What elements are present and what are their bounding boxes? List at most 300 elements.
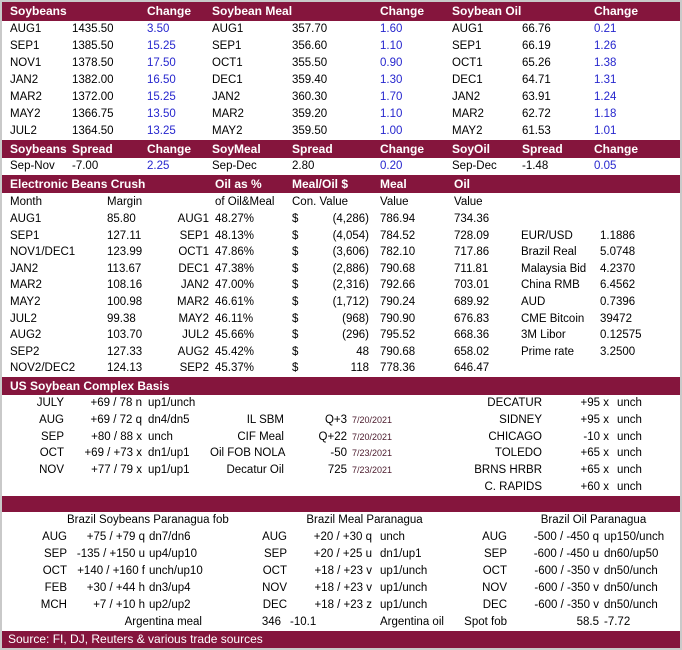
oil-pct-value: 45.37% bbox=[215, 362, 255, 375]
basis-location: C. RAPIDS bbox=[484, 480, 542, 493]
spreads-row bbox=[2, 158, 680, 175]
crush-month: NOV2/DEC2 bbox=[10, 362, 76, 375]
crush-sub-meal-value: Value bbox=[380, 196, 409, 208]
crush-header-oil-pct: Oil as % bbox=[215, 177, 262, 191]
brazil-oil-value: -600 / -350 v bbox=[534, 598, 599, 611]
basis-mid-date: 7/23/2021 bbox=[352, 448, 393, 459]
crush-header-meal: Meal bbox=[380, 177, 407, 191]
brazil-row bbox=[2, 563, 680, 580]
basis-mid-label: IL SBM bbox=[246, 413, 284, 426]
crush-margin: 127.33 bbox=[107, 345, 143, 358]
brazil-beans-title: Brazil Soybeans Paranagua fob bbox=[67, 513, 229, 526]
fx-value: 6.4562 bbox=[600, 279, 636, 292]
oil-pct-month: DEC1 bbox=[178, 262, 209, 275]
argentina-meal-change: -10.1 bbox=[290, 615, 317, 628]
oil-price: 65.26 bbox=[522, 57, 551, 69]
brazil-meal-value: +18 / +23 z bbox=[314, 598, 372, 611]
oil-pct-value: 46.61% bbox=[215, 295, 255, 308]
brazil-beans-change: up2/up2 bbox=[149, 598, 191, 611]
brazil-meal-value: +18 / +23 v bbox=[314, 564, 372, 577]
brazil-beans-month: AUG bbox=[42, 530, 67, 543]
section-separator-bar bbox=[2, 496, 680, 512]
brazil-beans-value: +7 / +10 h bbox=[93, 598, 145, 611]
brazil-oil-value: -600 / -350 v bbox=[534, 564, 599, 577]
dollar-sign: $ bbox=[292, 229, 299, 242]
basis-mid-value: -50 bbox=[330, 447, 347, 460]
futures-header-row bbox=[2, 2, 680, 21]
basis-location: BRNS HRBR bbox=[474, 464, 542, 477]
basis-location: TOLEDO bbox=[494, 447, 542, 460]
futures-row bbox=[2, 55, 680, 72]
meal-value: 784.52 bbox=[380, 229, 416, 242]
soybeans-price: 1372.00 bbox=[72, 91, 114, 103]
spread-header-soymeal: SoyMeal bbox=[212, 142, 261, 156]
oil-pct-value: 45.66% bbox=[215, 329, 255, 342]
crush-month: JUL2 bbox=[10, 312, 37, 325]
brazil-meal-month: SEP bbox=[263, 547, 287, 560]
meal-month: SEP1 bbox=[212, 40, 242, 52]
basis-location-change: unch bbox=[617, 480, 642, 493]
fx-value: 0.12575 bbox=[600, 329, 642, 342]
soybeans-price: 1366.75 bbox=[72, 108, 114, 120]
con-value: (3,606) bbox=[332, 246, 369, 259]
fx-label: EUR/USD bbox=[521, 229, 573, 242]
meal-change: 1.70 bbox=[380, 91, 403, 103]
oil-month: JAN2 bbox=[452, 91, 481, 103]
con-value: (2,886) bbox=[332, 262, 369, 275]
soybeans-price: 1385.50 bbox=[72, 40, 114, 52]
crush-row bbox=[2, 360, 680, 377]
brazil-meal-title: Brazil Meal Paranagua bbox=[306, 513, 423, 526]
brazil-meal-change: unch bbox=[380, 530, 405, 543]
soybeans-change: 17.50 bbox=[147, 57, 176, 69]
crush-title: Electronic Beans Crush bbox=[10, 177, 146, 191]
oil-price: 66.19 bbox=[522, 40, 551, 52]
soyoil-spread-value: -1.48 bbox=[522, 160, 549, 172]
futures-row bbox=[2, 106, 680, 123]
crush-row bbox=[2, 327, 680, 344]
soybeans-month: MAR2 bbox=[10, 91, 42, 103]
basis-mid-value: Q+3 bbox=[324, 413, 347, 426]
oil-pct-month: SEP2 bbox=[179, 362, 209, 375]
brazil-meal-month: DEC bbox=[262, 598, 287, 611]
meal-value: 782.10 bbox=[380, 246, 416, 259]
basis-mid-date: 7/20/2021 bbox=[352, 431, 393, 442]
basis-row bbox=[2, 395, 680, 412]
futures-row bbox=[2, 38, 680, 55]
crush-month: SEP1 bbox=[10, 229, 40, 242]
brazil-meal-change: up1/unch bbox=[380, 564, 428, 577]
spread-header-soyoil: SoyOil bbox=[452, 142, 491, 156]
crush-month: MAR2 bbox=[10, 279, 42, 292]
meal-change: 1.10 bbox=[380, 40, 403, 52]
brazil-row bbox=[2, 546, 680, 563]
futures-header-change-3: Change bbox=[594, 4, 639, 18]
oil-pct-month: JUL2 bbox=[182, 329, 209, 342]
meal-value: 786.94 bbox=[380, 213, 416, 225]
crush-sub-margin: Margin bbox=[107, 196, 143, 208]
basis-row bbox=[2, 429, 680, 446]
soybeans-price: 1382.00 bbox=[72, 74, 114, 86]
meal-price: 359.50 bbox=[292, 125, 328, 137]
fx-label: Malaysia Bid bbox=[521, 262, 587, 275]
basis-row bbox=[2, 445, 680, 462]
brazil-oil-value: -500 / -450 q bbox=[533, 530, 599, 543]
oil-value: 668.36 bbox=[454, 329, 490, 342]
oil-pct-value: 48.27% bbox=[215, 213, 255, 225]
con-value: 48 bbox=[356, 345, 369, 358]
futures-header-change-1: Change bbox=[147, 4, 192, 18]
oil-value: 646.47 bbox=[454, 362, 490, 375]
crush-margin: 99.38 bbox=[107, 312, 136, 325]
basis-change: up1/up1 bbox=[148, 464, 190, 477]
crush-row bbox=[2, 244, 680, 261]
soybeans-spread-label: Sep-Nov bbox=[10, 160, 55, 172]
meal-price: 356.60 bbox=[292, 40, 328, 52]
futures-row bbox=[2, 72, 680, 89]
brazil-oil-title: Brazil Oil Paranagua bbox=[540, 513, 647, 526]
crush-margin: 100.98 bbox=[107, 295, 143, 308]
meal-change: 1.00 bbox=[380, 125, 403, 137]
futures-header-change-2: Change bbox=[380, 4, 425, 18]
basis-month: OCT bbox=[39, 447, 64, 460]
basis-row bbox=[2, 462, 680, 479]
oil-pct-value: 47.38% bbox=[215, 262, 255, 275]
basis-location-value: -10 x bbox=[583, 430, 609, 443]
basis-location-value: +95 x bbox=[580, 396, 609, 409]
crush-sub-con-value: Con. Value bbox=[292, 196, 349, 208]
basis-location: CHICAGO bbox=[488, 430, 542, 443]
meal-change: 1.10 bbox=[380, 108, 403, 120]
oil-pct-value: 45.42% bbox=[215, 345, 255, 358]
oil-value: 711.81 bbox=[454, 262, 489, 275]
oil-pct-month: MAR2 bbox=[177, 295, 209, 308]
crush-margin: 113.67 bbox=[107, 262, 142, 275]
futures-row bbox=[2, 89, 680, 106]
fx-value: 0.7396 bbox=[600, 295, 636, 308]
brazil-meal-change: dn1/up1 bbox=[380, 547, 422, 560]
crush-subheader-row bbox=[2, 193, 680, 211]
meal-value: 792.66 bbox=[380, 279, 416, 292]
brazil-row bbox=[2, 597, 680, 614]
meal-price: 357.70 bbox=[292, 23, 328, 35]
basis-location-value: +65 x bbox=[580, 447, 609, 460]
meal-month: DEC1 bbox=[212, 74, 243, 86]
basis-location-change: unch bbox=[617, 396, 642, 409]
basis-value: +80 / 88 x bbox=[91, 430, 142, 443]
meal-month: JAN2 bbox=[212, 91, 241, 103]
dollar-sign: $ bbox=[292, 362, 299, 375]
oil-pct-value: 48.13% bbox=[215, 229, 255, 242]
soybeans-change: 13.25 bbox=[147, 125, 176, 137]
basis-value: +69 / +73 x bbox=[84, 447, 142, 460]
oil-price: 66.76 bbox=[522, 23, 551, 35]
crush-sub-of-oil-meal: of Oil&Meal bbox=[215, 196, 275, 208]
crush-margin: 123.99 bbox=[107, 246, 143, 259]
spread-header-change-1: Change bbox=[147, 142, 192, 156]
oil-value: 676.83 bbox=[454, 312, 490, 325]
brazil-oil-month: OCT bbox=[482, 564, 507, 577]
oil-month: OCT1 bbox=[452, 57, 483, 69]
basis-change: unch bbox=[148, 430, 173, 443]
crush-month: SEP2 bbox=[10, 345, 40, 358]
brazil-meal-change: up1/unch bbox=[380, 598, 428, 611]
spreads-header-row bbox=[2, 140, 680, 158]
spread-header-change-2: Change bbox=[380, 142, 425, 156]
basis-value: +77 / 79 x bbox=[91, 464, 142, 477]
brazil-row bbox=[2, 529, 680, 546]
basis-month: NOV bbox=[39, 464, 64, 477]
basis-title: US Soybean Complex Basis bbox=[10, 378, 170, 393]
argentina-row bbox=[2, 614, 680, 631]
oil-change: 1.31 bbox=[594, 74, 617, 86]
spot-fob-change: -7.72 bbox=[604, 615, 631, 628]
soybeans-change: 16.50 bbox=[147, 74, 176, 86]
oil-value: 728.09 bbox=[454, 229, 490, 242]
basis-row bbox=[2, 479, 680, 496]
basis-month: SEP bbox=[40, 430, 64, 443]
meal-price: 355.50 bbox=[292, 57, 328, 69]
oil-change: 1.24 bbox=[594, 91, 617, 103]
brazil-oil-month: DEC bbox=[482, 598, 507, 611]
soybeans-spread-change: 2.25 bbox=[147, 160, 170, 172]
futures-header-soybean-oil: Soybean Oil bbox=[452, 4, 522, 18]
brazil-title-row bbox=[2, 512, 680, 529]
oil-value: 703.01 bbox=[454, 279, 490, 292]
basis-location-value: +60 x bbox=[580, 480, 609, 493]
crush-month: AUG2 bbox=[10, 329, 42, 342]
spot-fob-value: 58.5 bbox=[576, 615, 599, 628]
crush-margin: 108.16 bbox=[107, 279, 143, 292]
soymeal-spread-value: 2.80 bbox=[292, 160, 315, 172]
oil-change: 1.18 bbox=[594, 108, 617, 120]
brazil-meal-value: +20 / +30 q bbox=[313, 530, 372, 543]
con-value: (2,316) bbox=[332, 279, 369, 292]
source-text: Source: FI, DJ, Reuters & various trade sources bbox=[8, 631, 263, 646]
brazil-meal-value: +20 / +25 u bbox=[313, 547, 372, 560]
meal-price: 359.20 bbox=[292, 108, 328, 120]
basis-location-change: unch bbox=[617, 464, 642, 477]
brazil-rows bbox=[2, 529, 680, 614]
oil-month: DEC1 bbox=[452, 74, 483, 86]
soybeans-month: MAY2 bbox=[10, 108, 41, 120]
brazil-oil-change: dn60/up50 bbox=[604, 547, 659, 560]
soybeans-change: 15.25 bbox=[147, 40, 176, 52]
basis-mid-date: 7/20/2021 bbox=[352, 414, 393, 425]
oil-value: 689.92 bbox=[454, 295, 490, 308]
brazil-beans-value: +30 / +44 h bbox=[86, 581, 145, 594]
dollar-sign: $ bbox=[292, 262, 299, 275]
soybeans-month: JAN2 bbox=[10, 74, 39, 86]
crush-month: MAY2 bbox=[10, 295, 41, 308]
crush-header-row bbox=[2, 175, 680, 193]
futures-row bbox=[2, 123, 680, 140]
argentina-meal-label: Argentina meal bbox=[124, 615, 202, 628]
fx-value: 5.0748 bbox=[600, 246, 636, 259]
con-value: (1,712) bbox=[332, 295, 369, 308]
brazil-beans-month: OCT bbox=[42, 564, 67, 577]
spread-header-spread-2: Spread bbox=[292, 142, 333, 156]
meal-month: OCT1 bbox=[212, 57, 243, 69]
brazil-meal-value: +18 / +23 v bbox=[314, 581, 372, 594]
fx-label: Brazil Real bbox=[521, 246, 577, 259]
soybeans-spread-value: -7.00 bbox=[72, 160, 99, 172]
oil-month: MAR2 bbox=[452, 108, 484, 120]
oil-pct-month: JAN2 bbox=[180, 279, 209, 292]
meal-price: 360.30 bbox=[292, 91, 328, 103]
basis-row bbox=[2, 412, 680, 429]
oil-change: 0.21 bbox=[594, 23, 617, 35]
brazil-oil-month: SEP bbox=[483, 547, 507, 560]
brazil-meal-month: NOV bbox=[262, 581, 287, 594]
basis-location: SIDNEY bbox=[499, 413, 542, 426]
meal-price: 359.40 bbox=[292, 74, 328, 86]
brazil-meal-month: AUG bbox=[262, 530, 287, 543]
fx-value: 4.2370 bbox=[600, 262, 636, 275]
basis-location-change: unch bbox=[617, 447, 642, 460]
basis-location-change: unch bbox=[617, 430, 642, 443]
crush-rows bbox=[2, 211, 680, 377]
basis-mid-date: 7/23/2021 bbox=[352, 465, 393, 476]
meal-change: 0.90 bbox=[380, 57, 403, 69]
fx-label: Prime rate bbox=[521, 345, 575, 358]
oil-pct-month: AUG1 bbox=[177, 213, 209, 225]
oil-pct-month: MAY2 bbox=[178, 312, 209, 325]
brazil-meal-month: OCT bbox=[262, 564, 287, 577]
spread-header-spread-3: Spread bbox=[522, 142, 563, 156]
oil-change: 1.38 bbox=[594, 57, 617, 69]
basis-header bbox=[2, 377, 680, 395]
oil-price: 63.91 bbox=[522, 91, 551, 103]
dollar-sign: $ bbox=[292, 279, 299, 292]
meal-month: AUG1 bbox=[212, 23, 244, 35]
con-value: 118 bbox=[350, 362, 369, 375]
brazil-beans-value: -135 / +150 u bbox=[76, 547, 145, 560]
soybeans-month: JUL2 bbox=[10, 125, 37, 137]
crush-margin: 103.70 bbox=[107, 329, 143, 342]
meal-value: 795.52 bbox=[380, 329, 416, 342]
crush-header-oil: Oil bbox=[454, 177, 471, 191]
brazil-oil-month: AUG bbox=[482, 530, 507, 543]
soybeans-month: NOV1 bbox=[10, 57, 42, 69]
basis-location-change: unch bbox=[617, 413, 642, 426]
futures-header-soybean-meal: Soybean Meal bbox=[212, 4, 293, 18]
brazil-beans-value: +75 / +79 q bbox=[86, 530, 145, 543]
fx-label: CME Bitcoin bbox=[521, 312, 585, 325]
basis-location-value: +95 x bbox=[580, 413, 609, 426]
basis-value: +69 / 72 q bbox=[90, 413, 142, 426]
brazil-beans-value: +140 / +160 f bbox=[77, 564, 145, 577]
oil-value: 717.86 bbox=[454, 246, 490, 259]
fx-value: 39472 bbox=[600, 312, 632, 325]
basis-month: AUG bbox=[39, 413, 64, 426]
crush-row bbox=[2, 228, 680, 245]
footer-bar bbox=[2, 631, 680, 648]
crush-row bbox=[2, 311, 680, 328]
oil-price: 61.53 bbox=[522, 125, 551, 137]
basis-change: dn4/dn5 bbox=[148, 413, 190, 426]
basis-mid-label: Oil FOB NOLA bbox=[210, 447, 286, 460]
crush-row bbox=[2, 211, 680, 228]
brazil-beans-month: MCH bbox=[40, 598, 67, 611]
dollar-sign: $ bbox=[292, 246, 299, 259]
soybeans-price: 1378.50 bbox=[72, 57, 114, 69]
crush-row bbox=[2, 344, 680, 361]
fx-label: AUD bbox=[521, 295, 546, 308]
soybeans-change: 13.50 bbox=[147, 108, 176, 120]
brazil-oil-change: dn50/unch bbox=[604, 598, 658, 611]
soymeal-spread-label: Sep-Dec bbox=[212, 160, 257, 172]
brazil-beans-change: dn7/dn6 bbox=[149, 530, 191, 543]
oil-change: 1.01 bbox=[594, 125, 617, 137]
crush-header-meal-oil: Meal/Oil $ bbox=[292, 177, 349, 191]
oil-pct-value: 47.00% bbox=[215, 279, 255, 292]
meal-change: 1.60 bbox=[380, 23, 403, 35]
dollar-sign: $ bbox=[292, 345, 299, 358]
soybeans-price: 1435.50 bbox=[72, 23, 114, 35]
crush-margin: 127.11 bbox=[107, 229, 142, 242]
crush-sub-month: Month bbox=[10, 196, 42, 208]
dollar-sign: $ bbox=[292, 295, 299, 308]
oil-month: AUG1 bbox=[452, 23, 484, 35]
dollar-sign: $ bbox=[292, 213, 299, 225]
oil-change: 1.26 bbox=[594, 40, 617, 52]
spread-header-soybeans: Soybeans bbox=[10, 142, 67, 156]
con-value: (968) bbox=[342, 312, 369, 325]
futures-header-soybeans: Soybeans bbox=[10, 4, 67, 18]
meal-value: 790.24 bbox=[380, 295, 416, 308]
meal-change: 1.30 bbox=[380, 74, 403, 86]
brazil-oil-value: -600 / -350 v bbox=[534, 581, 599, 594]
brazil-oil-value: -600 / -450 u bbox=[533, 547, 599, 560]
oil-pct-value: 46.11% bbox=[215, 312, 254, 325]
fx-label: 3M Libor bbox=[521, 329, 566, 342]
dollar-sign: $ bbox=[292, 329, 299, 342]
spread-header-change-3: Change bbox=[594, 142, 639, 156]
brazil-beans-change: dn3/up4 bbox=[149, 581, 191, 594]
brazil-oil-month: NOV bbox=[482, 581, 507, 594]
fx-value: 3.2500 bbox=[600, 345, 636, 358]
oil-pct-month: AUG2 bbox=[177, 345, 209, 358]
basis-rows bbox=[2, 395, 680, 496]
brazil-beans-month: SEP bbox=[43, 547, 67, 560]
soyoil-spread-change: 0.05 bbox=[594, 160, 617, 172]
oil-price: 64.71 bbox=[522, 74, 551, 86]
crush-row bbox=[2, 261, 680, 278]
oil-value: 658.02 bbox=[454, 345, 490, 358]
spread-header-spread-1: Spread bbox=[72, 142, 113, 156]
brazil-beans-month: FEB bbox=[44, 581, 67, 594]
soyoil-spread-label: Sep-Dec bbox=[452, 160, 497, 172]
basis-location-value: +65 x bbox=[580, 464, 609, 477]
meal-value: 790.68 bbox=[380, 262, 416, 275]
basis-mid-value: Q+22 bbox=[318, 430, 347, 443]
brazil-beans-change: unch/up10 bbox=[149, 564, 203, 577]
oil-pct-month: OCT1 bbox=[178, 246, 209, 259]
meal-value: 790.90 bbox=[380, 312, 416, 325]
soybeans-month: SEP1 bbox=[10, 40, 40, 52]
oil-value: 734.36 bbox=[454, 213, 490, 225]
crush-row bbox=[2, 277, 680, 294]
meal-month: MAR2 bbox=[212, 108, 244, 120]
soybeans-change: 3.50 bbox=[147, 23, 170, 35]
basis-change: up1/unch bbox=[148, 396, 196, 409]
dollar-sign: $ bbox=[292, 312, 299, 325]
crush-margin: 124.13 bbox=[107, 362, 143, 375]
basis-mid-value: 725 bbox=[327, 464, 347, 477]
futures-rows bbox=[2, 21, 680, 140]
oil-price: 62.72 bbox=[522, 108, 551, 120]
